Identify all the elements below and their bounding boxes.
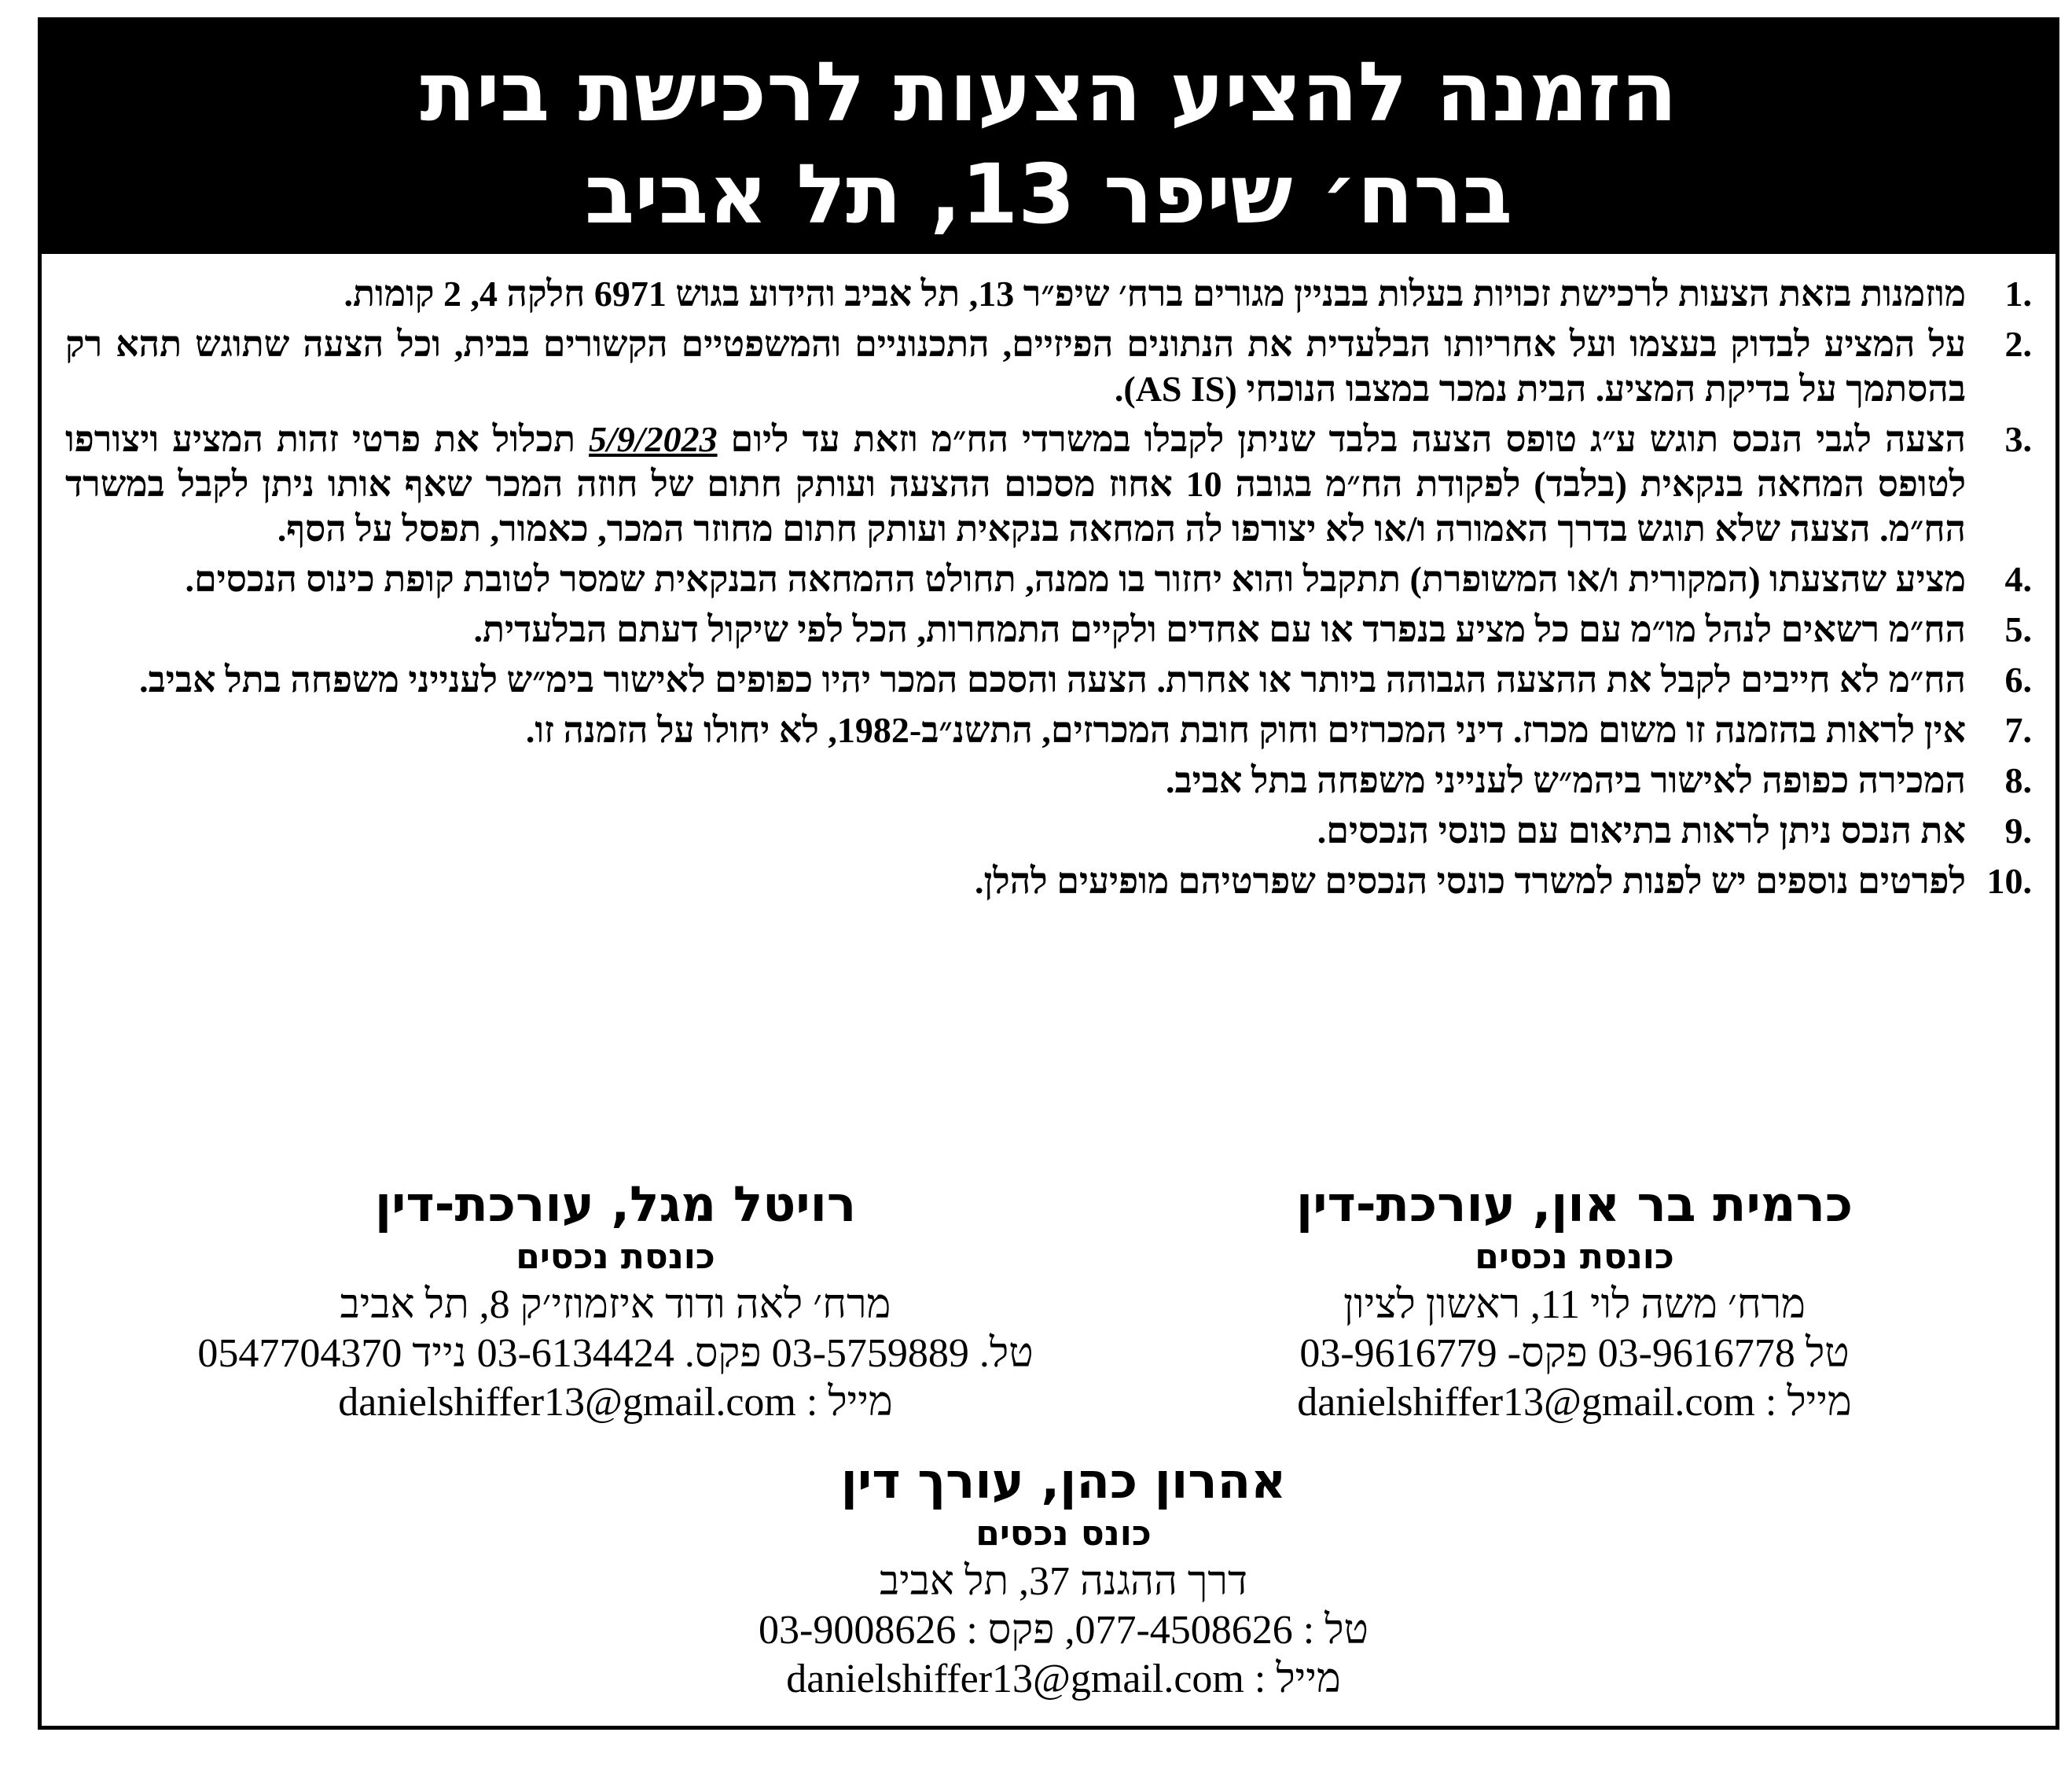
list-item	[65, 657, 2032, 702]
contact-email-line	[670, 1655, 1457, 1704]
contact-address: דרך ההגנה 37, תל אביב	[880, 1559, 1247, 1604]
ad-title-line-2: ברח׳ שיפר 13, תל אביב	[584, 146, 1513, 242]
email-address[interactable]: danielshiffer13@gmail.com	[1297, 1380, 1755, 1425]
item-text	[65, 417, 1966, 551]
item-number: .5	[2004, 609, 2032, 649]
item-text: מוזמנות בזאת הצעות לרכישת זכויות בעלות בבניין מגורים ברח׳ שיפ״ר 13, תל אביב והידוע בגוש 6971 חלקה 4, 2 קומות.	[343, 274, 1966, 314]
list-item	[65, 557, 2032, 601]
list-item	[65, 607, 2032, 652]
email-label: מייל :	[1765, 1380, 1852, 1425]
list-item	[65, 808, 2032, 853]
contact-role: כונסת נכסים	[1475, 1237, 1674, 1277]
contact-block-carmit	[1221, 1175, 1928, 1427]
email-label: מייל :	[1254, 1657, 1341, 1701]
item-text: הח״מ לא חייבים לקבל את ההצעה הגבוהה ביותר או אחרת. הצעה והסכם המכר יהיו כפופים לאישור בימ״ש לענייני משפחה בתל אביב.	[139, 660, 1966, 700]
contact-name: רויטל מגל, עורכת-דין	[374, 1175, 857, 1233]
item-number: .4	[2004, 559, 2032, 599]
email-address[interactable]: danielshiffer13@gmail.com	[338, 1380, 796, 1425]
contact-email-line	[144, 1378, 1087, 1427]
item-text: אין לראות בהזמנה זו משום מכרז. דיני המכרזים וחוק חובת המכרזים, התשנ״ב-1982, לא יחולו על הזמנה זו.	[525, 710, 1966, 750]
item-text-before-date: הצעה לגבי הנכס תוגש ע״ג טופס הצעה בלבד שניתן לקבלו במשרדי הח״מ וזאת עד ליום	[717, 419, 1966, 459]
contact-phones: טל. 03-5759889 פקס. 03-6134424 נייד 0547704370	[197, 1331, 1034, 1376]
ad-header	[42, 21, 2055, 254]
list-item	[65, 271, 2032, 316]
item-text: הח״מ רשאים לנהל מו״מ עם כל מציע בנפרד או עם אחדים ולקיים התמחרות, הכל לפי שיקול דעתם הבלעדית.	[473, 609, 1966, 649]
contact-phones: טל : 077-4508626, פקס : 03-9008626	[759, 1608, 1368, 1653]
item-number: .9	[2004, 811, 2032, 851]
list-item	[65, 758, 2032, 803]
email-address[interactable]: danielshiffer13@gmail.com	[786, 1657, 1244, 1701]
contact-name: כרמית בר און, עורכת-דין	[1295, 1175, 1853, 1233]
item-number: .10	[1986, 861, 2032, 901]
item-number: .1	[2004, 274, 2032, 314]
item-text: על המציע לבדוק בעצמו ועל אחריותו הבלעדית את הנתונים הפיזיים, התכנוניים והמשפטיים הקשורים בבית, וכל הצעה שתוגש תהא רק בהסתמך על בדיקת המציע. הבית נמכר במצבו הנוכחי (AS IS).	[65, 324, 1966, 409]
contact-address: מרח׳ לאה ודוד איזמוזי׳ק 8, תל אביב	[340, 1282, 891, 1327]
email-label: מייל :	[806, 1380, 893, 1425]
item-text-after-date: תכלול את פרטי זהות המציע ויצורפו לטופס המחאה בנקאית (בלבד) לפקודת הח״מ בגובה 10 אחוז מסכום ההצעה ועותק חתום של חוזה המכר שאף אותו ניתן לקבל במשרד הח״מ. הצעה שלא תוגש בדרך האמורה ו/או לא יצורפו לה המחאה בנקאית ועותק חתום מחוזר המכר, כאמור, תפסל על הסף.	[65, 419, 1967, 549]
list-item	[65, 322, 2032, 411]
item-number: .8	[2004, 760, 2032, 800]
item-text: מציע שהצעתו (המקורית ו/או המשופרת) תתקבל והוא יחזור בו ממנה, תחולט ההמחאה הבנקאית שמסר לטובת קופת כינוס הנכסים.	[185, 559, 1966, 599]
item-number: .2	[2004, 324, 2032, 364]
terms-list	[65, 271, 2032, 909]
list-item	[65, 417, 2032, 551]
list-item	[65, 859, 2032, 903]
contact-block-revital	[144, 1175, 1087, 1427]
contact-name: אהרון כהן, עורך דין	[840, 1452, 1287, 1510]
deadline-date: 5/9/2023	[589, 419, 718, 459]
item-text: לפרטים נוספים יש לפנות למשרד כונסי הנכסים שפרטיהם מופיעים להלן.	[974, 861, 1966, 901]
contact-role: כונס נכסים	[975, 1513, 1152, 1554]
item-number: .3	[2004, 419, 2032, 459]
item-number: .6	[2004, 660, 2032, 700]
item-text: המכירה כפופה לאישור ביהמ״ש לענייני משפחה בתל אביב.	[1166, 760, 1966, 800]
ad-title-line-1: הזמנה להציע הצעות לרכישת בית	[420, 44, 1677, 140]
item-number: .7	[2004, 710, 2032, 750]
item-text: את הנכס ניתן לראות בתיאום עם כונסי הנכסים.	[1317, 811, 1966, 851]
contact-role: כונסת נכסים	[516, 1237, 715, 1277]
contact-address: מרח׳ משה לוי 11, ראשון לציון	[1343, 1282, 1806, 1327]
advertisement-frame	[38, 17, 2059, 1730]
list-item	[65, 708, 2032, 752]
contact-block-aharon	[670, 1452, 1457, 1704]
contact-phones: טל 03-9616778 פקס- 03-9616779	[1299, 1331, 1850, 1376]
contact-email-line	[1221, 1378, 1928, 1427]
